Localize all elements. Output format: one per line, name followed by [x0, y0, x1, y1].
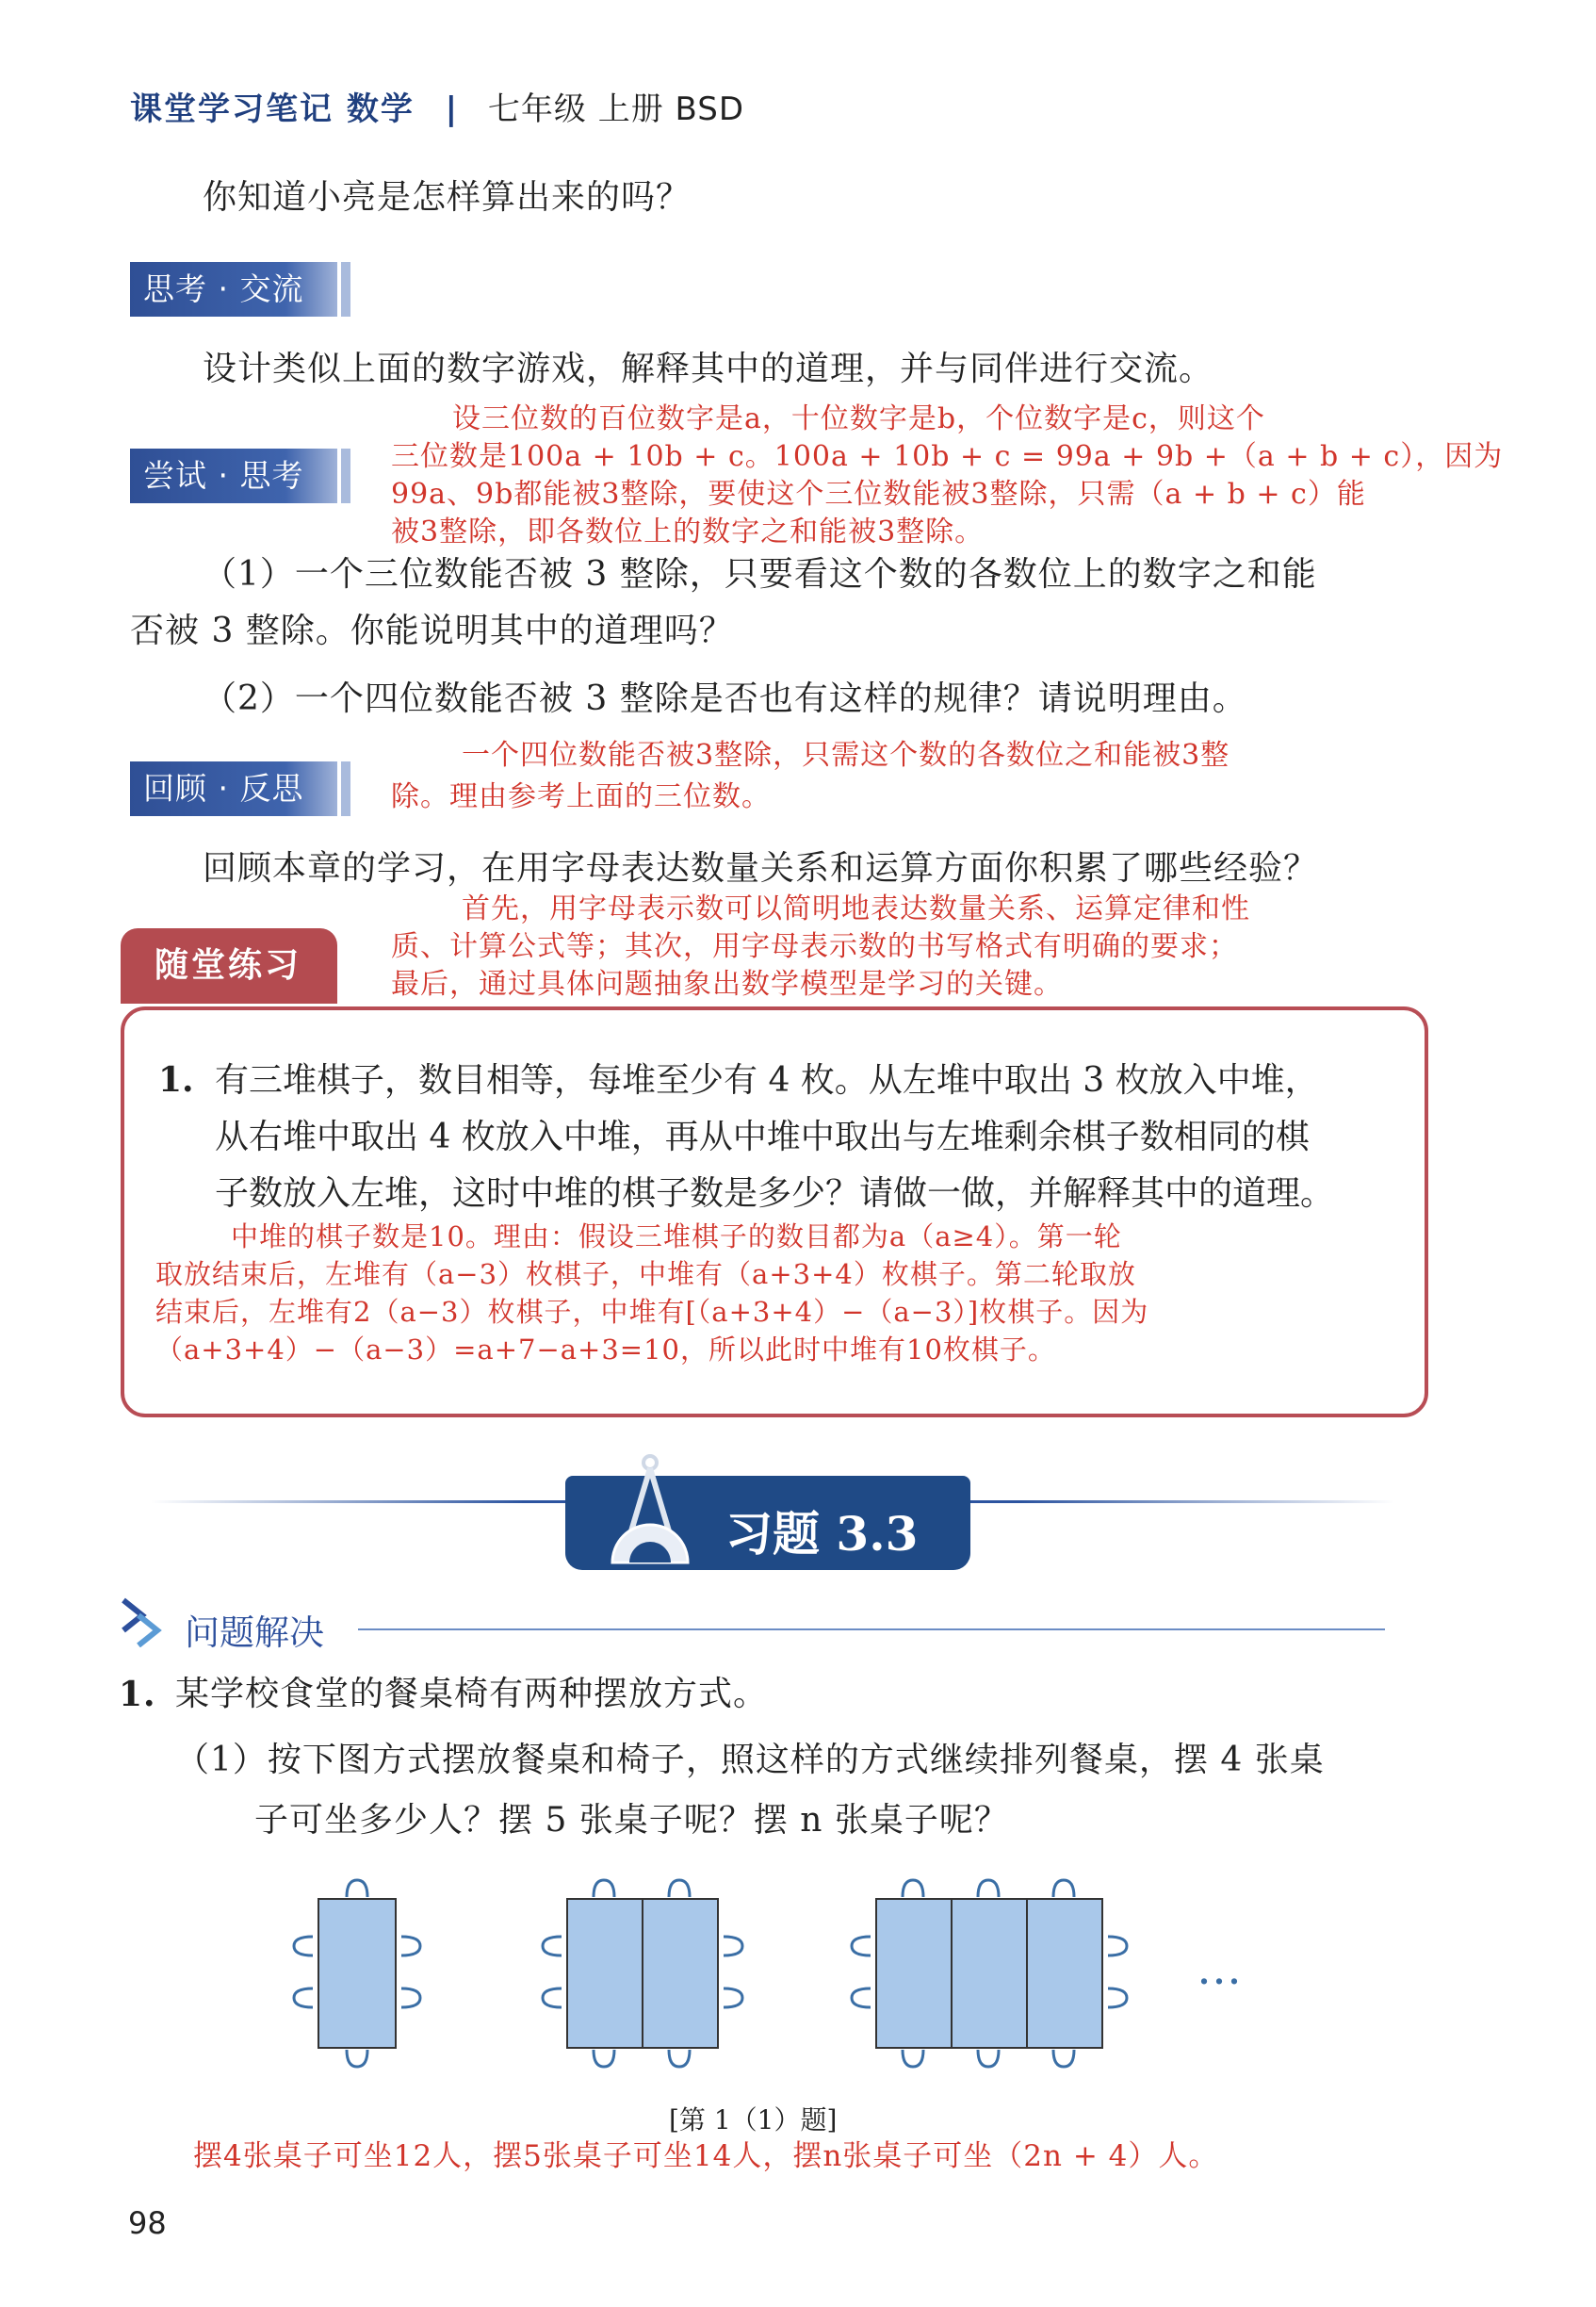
figure-caption: [第 1（1）题] — [669, 2104, 838, 2135]
review-text: 回顾本章的学习，在用字母表达数量关系和运算方面你积累了哪些经验？ — [203, 849, 1319, 888]
annotation-three-digit-3: 99a、9b都能被3整除，要使这个三位数能被3整除，只需（a + b + c）能 — [391, 478, 1366, 511]
problem-solving-title: 问题解决 — [185, 1612, 324, 1653]
intro-question: 你知道小亮是怎样算出来的吗？ — [203, 178, 692, 217]
chevron-right-icon — [118, 1595, 167, 1647]
sub-question-line1: （1）按下图方式摆放餐桌和椅子，照这样的方式继续排列餐桌，摆 4 张桌 — [175, 1741, 1325, 1779]
try-think-q1-line2: 否被 3 整除。你能说明其中的道理吗？ — [130, 612, 734, 650]
annotation-review-1: 首先，用字母表示数可以简明地表达数量关系、运算定律和性 — [462, 892, 1250, 925]
compass-icon — [594, 1451, 707, 1574]
annotation-exercise-answer: 摆4张桌子可坐12人，摆5张桌子可坐14人，摆n张桌子可坐（2n + 4）人。 — [193, 2139, 1219, 2173]
annotation-review-3: 最后，通过具体问题抽象出数学模型是学习的关键。 — [391, 968, 1063, 1001]
practice-tab: 随堂练习 — [121, 928, 337, 1004]
question-number: 1. — [119, 1675, 156, 1714]
try-think-q2: （2）一个四位数能否被 3 整除是否也有这样的规律？请说明理由。 — [203, 679, 1247, 718]
practice-number: 1. — [158, 1060, 194, 1100]
problem-solving-rule — [358, 1628, 1385, 1630]
annotation-practice-1: 中堆的棋子数是10。理由：假设三堆棋子的数目都为a（a≥4）。第一轮 — [231, 1220, 1122, 1252]
try-think-q1-line1: （1）一个三位数能否被 3 整除，只要看这个数的各数位上的数字之和能 — [203, 555, 1317, 594]
tag-try-think: 尝试 · 思考 — [130, 449, 337, 503]
practice-line-2: 从右堆中取出 4 枚放入中堆，再从中堆中取出与左堆剩余棋子数相同的棋 — [215, 1118, 1310, 1156]
figure-ellipsis: … — [1197, 1942, 1242, 1995]
sub-question-line2: 子可坐多少人？摆 5 张桌子呢？摆 n 张桌子呢？ — [254, 1801, 1009, 1840]
annotation-three-digit-4: 被3整除，即各数位上的数字之和能被3整除。 — [391, 515, 985, 548]
practice-line-3: 子数放入左堆，这时中堆的棋子数是多少？请做一做，并解释其中的道理。 — [215, 1174, 1335, 1213]
table-group-3 — [852, 1880, 1127, 2067]
exercise-title: 习题 3.3 — [725, 1506, 919, 1562]
header-grade: 七年级 上册 BSD — [487, 90, 744, 128]
annotation-three-digit-1: 设三位数的百位数字是a，十位数字是b，个位数字是c，则这个 — [452, 402, 1265, 435]
annotation-four-digit-1: 一个四位数能否被3整除，只需这个数的各数位之和能被3整 — [462, 739, 1230, 772]
annotation-three-digit-2: 三位数是100a + 10b + c。100a + 10b + c = 99a + 9b +（a + b + c），因为 — [391, 440, 1504, 473]
practice-line-1: 有三堆棋子，数目相等，每堆至少有 4 枚。从左堆中取出 3 枚放入中堆， — [215, 1061, 1319, 1100]
annotation-four-digit-2: 除。理由参考上面的三位数。 — [391, 780, 771, 813]
think-exchange-text: 设计类似上面的数字游戏，解释其中的道理，并与同伴进行交流。 — [203, 350, 1214, 388]
question-text: 某学校食堂的餐桌椅有两种摆放方式。 — [175, 1675, 769, 1713]
table-group-2 — [543, 1880, 742, 2067]
table-group-1 — [294, 1880, 420, 2067]
page-header — [130, 83, 744, 129]
tag-review: 回顾 · 反思 — [130, 761, 337, 816]
annotation-practice-4: （a+3+4）−（a−3）=a+7−a+3=10，所以此时中堆有10枚棋子。 — [155, 1333, 1056, 1366]
annotation-review-2: 质、计算公式等；其次，用字母表示数的书写格式有明确的要求； — [391, 930, 1238, 963]
header-separator: | — [445, 90, 458, 128]
annotation-practice-2: 取放结束后，左堆有（a−3）枚棋子，中堆有（a+3+4）枚棋子。第二轮取放 — [155, 1258, 1136, 1290]
header-subject: 课堂学习笔记 数学 — [130, 90, 415, 128]
tag-think-exchange: 思考 · 交流 — [130, 262, 337, 317]
annotation-practice-3: 结束后，左堆有2（a−3）枚棋子，中堆有[（a+3+4）−（a−3）]枚棋子。因为 — [155, 1296, 1149, 1328]
table-arrangement-figure — [273, 1861, 1291, 2087]
page-number: 98 — [128, 2205, 167, 2241]
